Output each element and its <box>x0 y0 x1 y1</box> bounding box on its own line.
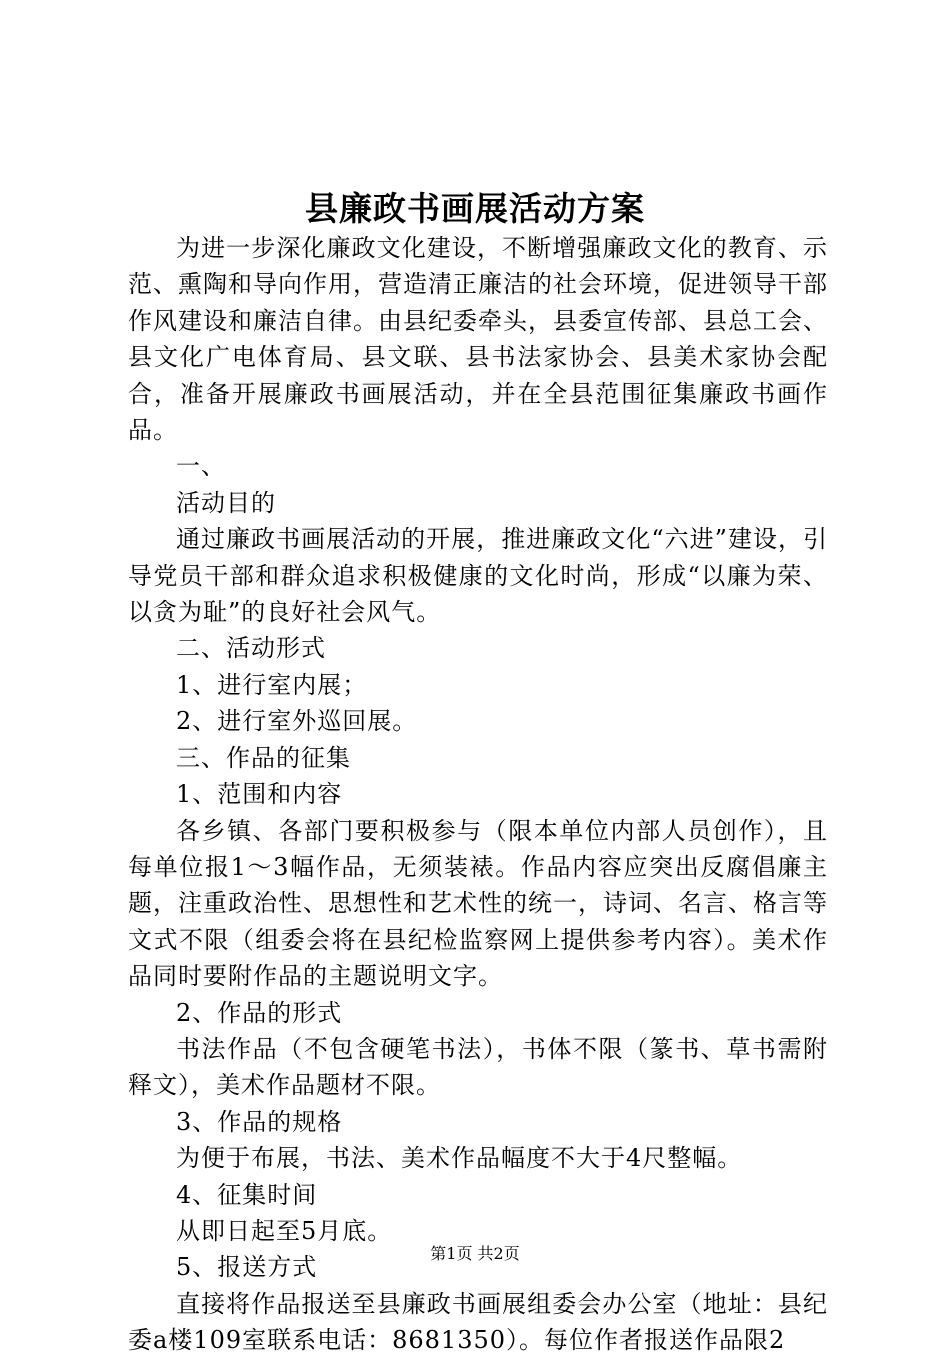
subheading-scope: 1、范围和内容 <box>176 780 343 809</box>
paragraph-specification: 为便于布展，书法、美术作品幅度不大于4尺整幅。 <box>176 1144 743 1173</box>
paragraph-intro: 为进一步深化廉政文化建设，不断增强廉政文化的教育、示范、熏陶和导向作用，营造清正廉洁的社会环境，促进领导干部作风建设和廉洁自律。由县纪委牵头，县委宣传部、县总工会、县文化广电体育局、县文联、县书法家协会、县美术家协会配合，准备开展廉政书画展活动，并在全县范围征集廉政书画作品。 <box>128 234 828 445</box>
heading-section-3: 三、作品的征集 <box>176 743 351 772</box>
list-item-indoor-exhibition: 1、进行室内展； <box>176 670 368 699</box>
paragraph-form: 书法作品（不包含硬笔书法），书体不限（篆书、草书需附释文），美术作品题材不限。 <box>128 1034 828 1100</box>
paragraph-purpose: 通过廉政书画展活动的开展，推进廉政文化“六进”建设，引导党员干部和群众追求积极健康的文化时尚，形成“以廉为荣、以贪为耻”的良好社会风气。 <box>128 525 828 627</box>
heading-section-1-number: 一、 <box>176 452 226 481</box>
heading-section-1-title: 活动目的 <box>176 488 276 517</box>
heading-section-2: 二、活动形式 <box>176 634 326 663</box>
subheading-collection-time: 4、征集时间 <box>176 1180 318 1209</box>
paragraph-submission: 直接将作品报送至县廉政书画展组委会办公室（地址：县纪委a楼109室联系电话：8681350）。每位作者报送作品限2 <box>128 1289 828 1355</box>
document-body <box>128 230 828 1359</box>
paragraph-collection-time: 从即日起至5月底。 <box>176 1216 393 1245</box>
page-footer: 第1页 共2页 <box>430 1244 520 1263</box>
paragraph-scope: 各乡镇、各部门要积极参与（限本单位内部人员创作），且每单位报1～3幅作品，无须装裱。作品内容应突出反腐倡廉主题，注重政治性、思想性和艺术性的统一，诗词、名言、格言等文式不限（组委会将在县纪检监察网上提供参考内容）。美术作品同时要附作品的主题说明文字。 <box>128 816 828 991</box>
subheading-form: 2、作品的形式 <box>176 998 343 1027</box>
subheading-specification: 3、作品的规格 <box>176 1107 343 1136</box>
document-title: 县廉政书画展活动方案 <box>305 189 645 228</box>
list-item-touring-exhibition: 2、进行室外巡回展。 <box>176 707 418 736</box>
subheading-submission: 5、报送方式 <box>176 1253 318 1282</box>
